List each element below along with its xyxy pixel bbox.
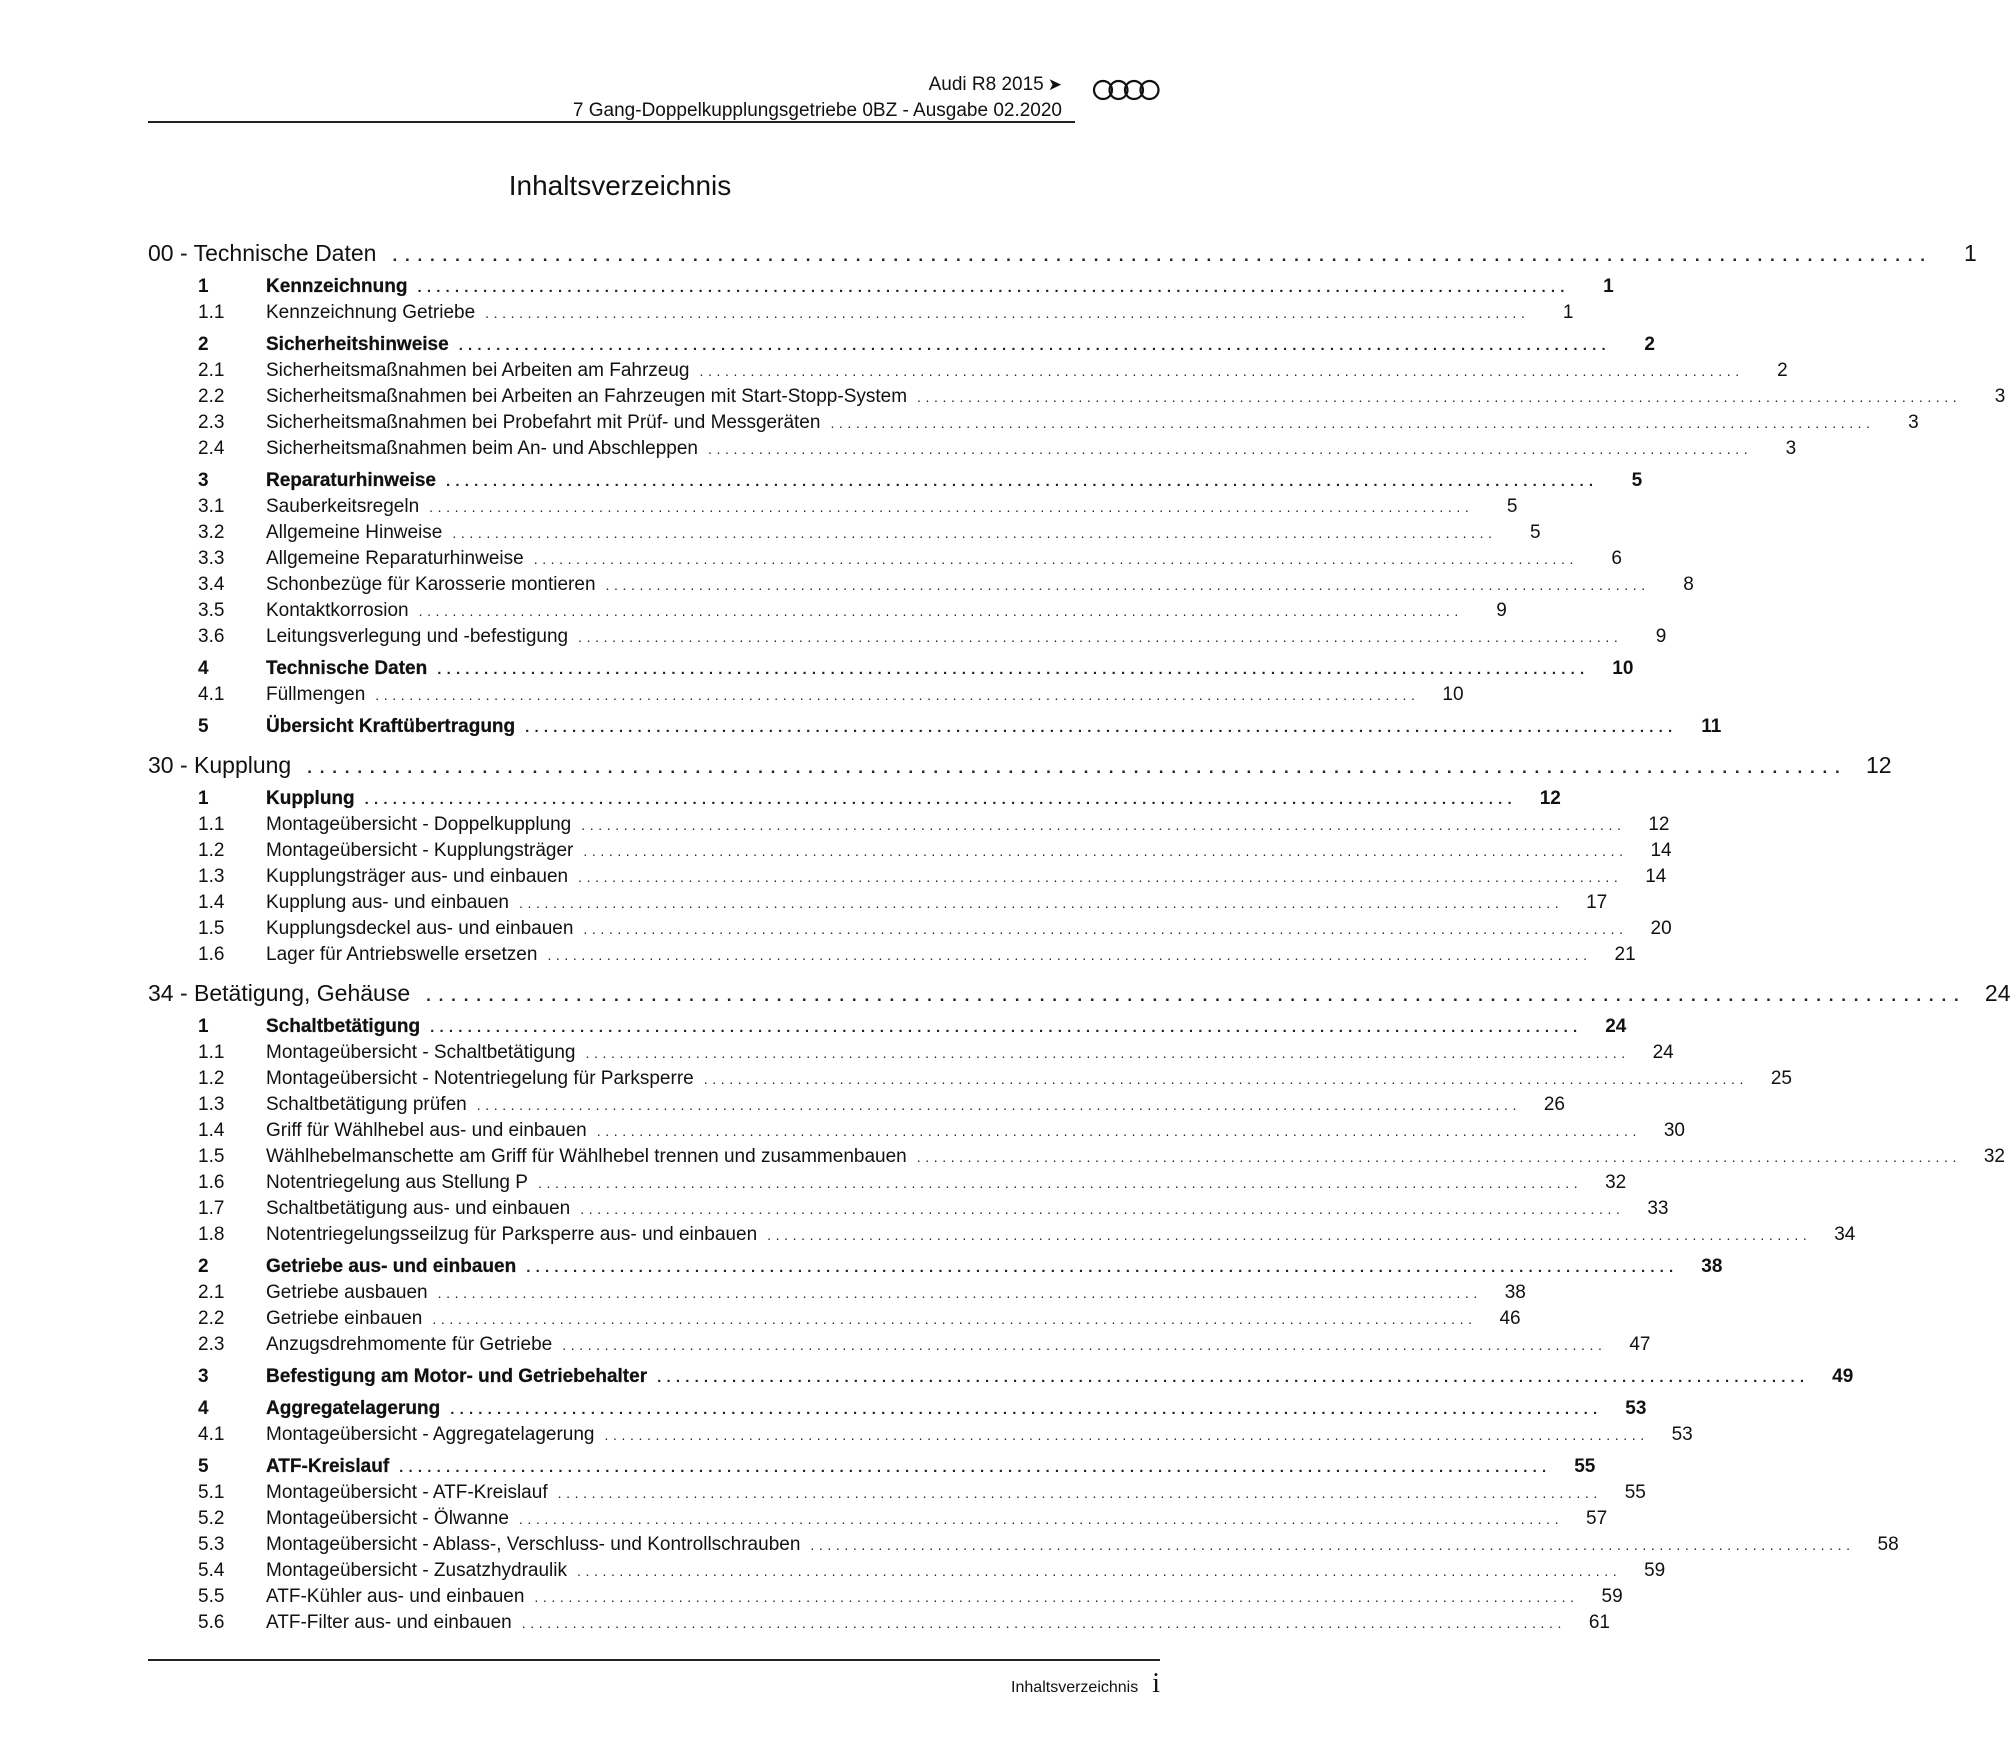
toc-subsection-row[interactable] [148, 866, 1667, 892]
dot-leader: ........................................................................................................................... [392, 246, 1933, 265]
dot-leader: ........................................................................................................................... [485, 305, 1530, 321]
dot-leader: ........................................................................................................................... [307, 758, 1848, 777]
toc-chapter-row[interactable] [148, 980, 2011, 1016]
subsection-number: 1.1 [198, 814, 225, 835]
section-page-number: 12 [1517, 788, 1561, 810]
subsection-title: Schaltbetätigung aus- und einbauen [266, 1198, 580, 1220]
toc-subsection-row[interactable] [148, 918, 1672, 944]
subsection-page-number: 14 [1622, 866, 1666, 888]
subsection-page-number: 46 [1477, 1308, 1521, 1330]
subsection-title: ATF-Kühler aus- und einbauen [266, 1586, 534, 1608]
subsection-page-number: 25 [1748, 1068, 1792, 1090]
toc-subsection-row[interactable] [148, 522, 1541, 548]
subsection-page-number: 14 [1628, 840, 1672, 862]
subsection-number: 4.1 [198, 684, 225, 705]
subsection-title: Wählhebelmanschette am Griff für Wählhebel trennen und zusammenbauen [266, 1146, 917, 1168]
subsection-number: 5.6 [198, 1612, 225, 1633]
subsection-page-number: 32 [1582, 1172, 1626, 1194]
section-title: Aggregatelagerung [266, 1398, 450, 1420]
section-title: Befestigung am Motor- und Getriebehalter [266, 1366, 657, 1388]
subsection-page-number: 1 [1529, 302, 1573, 324]
subsection-title: Getriebe ausbauen [266, 1282, 438, 1304]
toc-subsection-row[interactable] [148, 386, 2006, 412]
subsection-page-number: 47 [1606, 1334, 1650, 1356]
subsection-title: Sicherheitsmaßnahmen beim An- und Abschleppen [266, 438, 708, 460]
toc-subsection-row[interactable] [148, 302, 1574, 328]
header-model: Audi R8 2015 [928, 74, 1044, 95]
subsection-number: 5.4 [198, 1560, 225, 1581]
subsection-number: 1.3 [198, 866, 225, 887]
subsection-title: Allgemeine Hinweise [266, 522, 452, 544]
toc-section-row[interactable] [148, 276, 1614, 302]
toc-subsection-row[interactable] [148, 814, 1670, 840]
subsection-number: 5.2 [198, 1508, 225, 1529]
subsection-number: 3.3 [198, 548, 225, 569]
footer-divider [148, 1659, 1160, 1661]
dot-leader: ........................................................................................................................... [707, 441, 1753, 457]
toc-subsection-row[interactable] [148, 600, 1507, 626]
dot-leader: ........................................................................................................................... [533, 551, 1578, 567]
subsection-number: 1.1 [198, 1042, 225, 1063]
toc-section-row[interactable] [148, 1366, 1854, 1392]
toc-subsection-row[interactable] [148, 626, 1667, 652]
chapter-title: 30 - Kupplung [148, 752, 292, 778]
table-of-contents [148, 240, 2011, 1638]
subsection-number: 1.5 [198, 1146, 225, 1167]
section-number: 2 [198, 1256, 209, 1277]
subsection-title: Kupplungsträger aus- und einbauen [266, 866, 578, 888]
subsection-title: Griff für Wählhebel aus- und einbauen [266, 1120, 597, 1142]
subsection-title: Schonbezüge für Karosserie montieren [266, 574, 606, 596]
toc-section-row[interactable] [148, 470, 1643, 496]
toc-subsection-row[interactable] [148, 1120, 1685, 1146]
subsection-page-number: 9 [1622, 626, 1666, 648]
section-page-number: 2 [1611, 334, 1655, 356]
dot-leader: ........................................................................................................................... [537, 1175, 1583, 1191]
toc-section-row[interactable] [148, 1016, 1627, 1042]
subsection-title: Sauberkeitsregeln [266, 496, 429, 518]
subsection-page-number: 5 [1497, 522, 1541, 544]
subsection-number: 3.1 [198, 496, 225, 517]
subsection-page-number: 21 [1592, 944, 1636, 966]
footer-page-number: i [1152, 1668, 1160, 1699]
subsection-title: Anzugsdrehmomente für Getriebe [266, 1334, 562, 1356]
section-page-number: 11 [1677, 716, 1721, 738]
subsection-title: Sicherheitsmaßnahmen bei Probefahrt mit Prüf- und Messgeräten [266, 412, 830, 434]
subsection-title: Montageübersicht - Ölwanne [266, 1508, 519, 1530]
subsection-number: 1.2 [198, 1068, 225, 1089]
toc-subsection-row[interactable] [148, 548, 1622, 574]
subsection-number: 3.4 [198, 574, 225, 595]
dot-leader: ........................................................................................................................... [605, 577, 1650, 593]
toc-chapter-row[interactable] [148, 240, 1977, 276]
section-title: ATF-Kreislauf [266, 1456, 399, 1478]
footer-label: Inhaltsverzeichnis [1011, 1679, 1139, 1696]
toc-subsection-row[interactable] [148, 1508, 1608, 1534]
toc-subsection-row[interactable] [148, 944, 1636, 970]
subsection-page-number: 3 [1961, 386, 2005, 408]
subsection-number: 2.1 [198, 1282, 225, 1303]
dot-leader: ........................................................................................................................... [375, 687, 1420, 703]
dot-leader: ........................................................................................................................... [657, 1369, 1810, 1386]
section-title: Übersicht Kraftübertragung [266, 716, 525, 738]
subsection-title: Kupplung aus- und einbauen [266, 892, 519, 914]
dot-leader: ........................................................................................................................... [399, 1459, 1552, 1476]
section-number: 4 [198, 1398, 209, 1419]
subsection-title: Lager für Antriebswelle ersetzen [266, 944, 547, 966]
dot-leader: ........................................................................................................................... [578, 629, 1623, 645]
subsection-number: 1.4 [198, 892, 225, 913]
toc-subsection-row[interactable] [148, 1042, 1674, 1068]
toc-subsection-row[interactable] [148, 1612, 1610, 1638]
toc-subsection-row[interactable] [148, 574, 1694, 600]
subsection-title: Montageübersicht - ATF-Kreislauf [266, 1482, 558, 1504]
dot-leader: ........................................................................................................................... [580, 1201, 1625, 1217]
toc-section-row[interactable] [148, 658, 1634, 684]
subsection-number: 2.3 [198, 1334, 225, 1355]
subsection-number: 2.1 [198, 360, 225, 381]
subsection-number: 1.7 [198, 1198, 225, 1219]
section-title: Getriebe aus- und einbauen [266, 1256, 526, 1278]
dot-leader: ........................................................................................................................... [446, 473, 1599, 490]
section-title: Technische Daten [266, 658, 437, 680]
dot-leader: ........................................................................................................................... [917, 389, 1962, 405]
toc-section-row[interactable] [148, 788, 1561, 814]
dot-leader: ........................................................................................................................... [518, 1511, 1564, 1527]
dot-leader: ........................................................................................................................... [525, 719, 1678, 736]
dot-leader: ........................................................................................................................... [476, 1097, 1521, 1113]
subsection-page-number: 55 [1602, 1482, 1646, 1504]
subsection-number: 4.1 [198, 1424, 225, 1445]
subsection-number: 2.2 [198, 386, 225, 407]
subsection-page-number: 3 [1875, 412, 1919, 434]
dot-leader: ........................................................................................................................... [557, 1485, 1602, 1501]
subsection-page-number: 20 [1628, 918, 1672, 940]
subsection-title: Sicherheitsmaßnahmen bei Arbeiten an Fahrzeugen mit Start-Stopp-System [266, 386, 917, 408]
subsection-title: Allgemeine Reparaturhinweise [266, 548, 534, 570]
section-title: Schaltbetätigung [266, 1016, 430, 1038]
subsection-page-number: 38 [1482, 1282, 1526, 1304]
subsection-number: 5.3 [198, 1534, 225, 1555]
subsection-page-number: 30 [1641, 1120, 1685, 1142]
subsection-page-number: 10 [1420, 684, 1464, 706]
toc-section-row[interactable] [148, 1256, 1723, 1282]
arrow-icon: ➤ [1047, 75, 1062, 94]
toc-subsection-row[interactable] [148, 1308, 1521, 1334]
toc-subsection-row[interactable] [148, 1424, 1693, 1450]
toc-subsection-row[interactable] [148, 1586, 1623, 1612]
toc-subsection-row[interactable] [148, 1334, 1651, 1360]
toc-subsection-row[interactable] [148, 684, 1464, 710]
section-page-number: 53 [1602, 1398, 1646, 1420]
toc-subsection-row[interactable] [148, 1146, 2005, 1172]
section-number: 4 [198, 658, 209, 679]
toc-section-row[interactable] [148, 1456, 1596, 1482]
subsection-title: Montageübersicht - Notentriegelung für Parksperre [266, 1068, 704, 1090]
dot-leader: ........................................................................................................................... [581, 817, 1626, 833]
chapter-page-number: 12 [1848, 752, 1892, 779]
toc-chapter-row[interactable] [148, 752, 1892, 788]
dot-leader: ........................................................................................................................... [810, 1537, 1855, 1553]
chapter-title: 00 - Technische Daten [148, 240, 377, 266]
toc-chapter [148, 980, 2011, 1638]
dot-leader: ........................................................................................................................... [585, 1045, 1630, 1061]
audi-rings-logo [1092, 78, 1160, 102]
subsection-page-number: 3 [1752, 438, 1796, 460]
dot-leader: ........................................................................................................................... [562, 1337, 1607, 1353]
subsection-page-number: 53 [1649, 1424, 1693, 1446]
section-page-number: 38 [1678, 1256, 1722, 1278]
subsection-page-number: 2 [1744, 360, 1788, 382]
dot-leader: ........................................................................................................................... [578, 869, 1623, 885]
dot-leader: ........................................................................................................................... [417, 279, 1570, 296]
dot-leader: ........................................................................................................................... [583, 843, 1628, 859]
toc-chapter [148, 240, 2006, 742]
section-page-number: 49 [1809, 1366, 1853, 1388]
section-title: Sicherheitshinweise [266, 334, 459, 356]
subsection-page-number: 9 [1463, 600, 1507, 622]
section-page-number: 55 [1551, 1456, 1595, 1478]
toc-subsection-row[interactable] [148, 1068, 1792, 1094]
chapter-spacer [148, 742, 1160, 752]
subsection-page-number: 59 [1579, 1586, 1623, 1608]
subsection-number: 3.5 [198, 600, 225, 621]
header-model-line [929, 74, 1062, 96]
subsection-title: Schaltbetätigung prüfen [266, 1094, 477, 1116]
dot-leader: ........................................................................................................................... [430, 1019, 1583, 1036]
subsection-title: Montageübersicht - Aggregatelagerung [266, 1424, 605, 1446]
toc-section-row[interactable] [148, 716, 1722, 742]
toc-subsection-row[interactable] [148, 1094, 1565, 1120]
subsection-number: 5.5 [198, 1586, 225, 1607]
header-subtitle: 7 Gang-Doppelkupplungsgetriebe 0BZ - Ausgabe 02.2020 [572, 100, 1062, 121]
section-title: Kennzeichnung [266, 276, 417, 298]
dot-leader: ........................................................................................................................... [526, 1259, 1679, 1276]
dot-leader: ........................................................................................................................... [583, 921, 1628, 937]
section-title: Kupplung [266, 788, 365, 810]
page-title: Inhaltsverzeichnis [508, 170, 732, 201]
chapter-page-number: 1 [1933, 240, 1977, 267]
dot-leader: ........................................................................................................................... [830, 415, 1875, 431]
section-number: 1 [198, 276, 209, 297]
subsection-title: Montageübersicht - Doppelkupplung [266, 814, 581, 836]
subsection-title: Montageübersicht - Schaltbetätigung [266, 1042, 585, 1064]
section-page-number: 1 [1570, 276, 1614, 298]
subsection-title: Montageübersicht - Ablass-, Verschluss- und Kontrollschrauben [266, 1534, 810, 1556]
section-page-number: 5 [1598, 470, 1642, 492]
toc-subsection-row[interactable] [148, 1534, 1899, 1560]
subsection-number: 1.5 [198, 918, 225, 939]
toc-subsection-row[interactable] [148, 840, 1672, 866]
toc-section-row[interactable] [148, 1398, 1647, 1424]
subsection-number: 1.1 [198, 302, 225, 323]
section-number: 2 [198, 334, 209, 355]
dot-leader: ........................................................................................................................... [576, 1563, 1622, 1579]
subsection-title: Montageübersicht - Zusatzhydraulik [266, 1560, 577, 1582]
toc-subsection-row[interactable] [148, 1282, 1526, 1308]
subsection-number: 1.2 [198, 840, 225, 861]
dot-leader: ........................................................................................................................... [699, 363, 1744, 379]
subsection-title: Kontaktkorrosion [266, 600, 419, 622]
subsection-page-number: 57 [1563, 1508, 1607, 1530]
subsection-title: Leitungsverlegung und -befestigung [266, 626, 578, 648]
subsection-page-number: 8 [1650, 574, 1694, 596]
dot-leader: ........................................................................................................................... [547, 947, 1592, 963]
dot-leader: ........................................................................................................................... [426, 986, 1967, 1005]
section-number: 3 [198, 1366, 209, 1387]
toc-subsection-row[interactable] [148, 438, 1797, 464]
dot-leader: ........................................................................................................................... [437, 661, 1590, 678]
section-number: 5 [198, 716, 209, 737]
subsection-number: 1.6 [198, 1172, 225, 1193]
page-header [148, 68, 1160, 124]
subsection-number: 2.3 [198, 412, 225, 433]
dot-leader: ........................................................................................................................... [534, 1589, 1579, 1605]
dot-leader: ........................................................................................................................... [418, 603, 1463, 619]
subsection-number: 3.6 [198, 626, 225, 647]
dot-leader: ........................................................................................................................... [364, 791, 1517, 808]
dot-leader: ........................................................................................................................... [521, 1615, 1566, 1631]
subsection-page-number: 5 [1473, 496, 1517, 518]
subsection-number: 1.8 [198, 1224, 225, 1245]
toc-subsection-row[interactable] [148, 496, 1518, 522]
dot-leader: ........................................................................................................................... [596, 1123, 1641, 1139]
dot-leader: ........................................................................................................................... [432, 1311, 1477, 1327]
chapter-page-number: 24 [1967, 980, 2011, 1007]
dot-leader: ........................................................................................................................... [429, 499, 1474, 515]
subsection-title: Getriebe einbauen [266, 1308, 432, 1330]
subsection-title: Notentriegelungsseilzug für Parksperre aus- und einbauen [266, 1224, 767, 1246]
dot-leader: ........................................................................................................................... [450, 1401, 1603, 1418]
chapter-spacer [148, 970, 1160, 980]
subsection-number: 2.4 [198, 438, 225, 459]
dot-leader: ........................................................................................................................... [916, 1149, 1961, 1165]
toc-subsection-row[interactable] [148, 412, 1919, 438]
subsection-page-number: 17 [1563, 892, 1607, 914]
dot-leader: ........................................................................................................................... [452, 525, 1497, 541]
subsection-page-number: 32 [1961, 1146, 2005, 1168]
toc-section-row[interactable] [148, 334, 1655, 360]
section-number: 3 [198, 470, 209, 491]
toc-subsection-row[interactable] [148, 1198, 1669, 1224]
subsection-title: Notentriegelung aus Stellung P [266, 1172, 538, 1194]
subsection-title: Füllmengen [266, 684, 375, 706]
dot-leader: ........................................................................................................................... [518, 895, 1564, 911]
subsection-title: Sicherheitsmaßnahmen bei Arbeiten am Fahrzeug [266, 360, 700, 382]
subsection-page-number: 61 [1566, 1612, 1610, 1634]
section-number: 1 [198, 788, 209, 809]
subsection-title: Kupplungsdeckel aus- und einbauen [266, 918, 583, 940]
section-title: Reparaturhinweise [266, 470, 446, 492]
subsection-page-number: 59 [1621, 1560, 1665, 1582]
toc-subsection-row[interactable] [148, 1172, 1627, 1198]
dot-leader: ........................................................................................................................... [437, 1285, 1482, 1301]
dot-leader: ........................................................................................................................... [604, 1427, 1649, 1443]
section-number: 1 [198, 1016, 209, 1037]
subsection-number: 1.6 [198, 944, 225, 965]
subsection-page-number: 24 [1630, 1042, 1674, 1064]
chapter-title: 34 - Betätigung, Gehäuse [148, 980, 411, 1006]
dot-leader: ........................................................................................................................... [767, 1227, 1812, 1243]
toc-subsection-row[interactable] [148, 1560, 1666, 1586]
dot-leader: ........................................................................................................................... [703, 1071, 1748, 1087]
subsection-title: Kennzeichnung Getriebe [266, 302, 485, 324]
subsection-number: 1.4 [198, 1120, 225, 1141]
subsection-number: 1.3 [198, 1094, 225, 1115]
section-page-number: 10 [1589, 658, 1633, 680]
subsection-page-number: 34 [1811, 1224, 1855, 1246]
page-footer [1011, 1668, 1160, 1700]
subsection-page-number: 58 [1855, 1534, 1899, 1556]
subsection-number: 5.1 [198, 1482, 225, 1503]
subsection-page-number: 12 [1626, 814, 1670, 836]
subsection-page-number: 26 [1521, 1094, 1565, 1116]
subsection-title: Montageübersicht - Kupplungsträger [266, 840, 583, 862]
subsection-page-number: 6 [1578, 548, 1622, 570]
section-number: 5 [198, 1456, 209, 1477]
subsection-number: 3.2 [198, 522, 225, 543]
section-page-number: 24 [1582, 1016, 1626, 1038]
subsection-page-number: 33 [1624, 1198, 1668, 1220]
header-divider [148, 121, 1075, 123]
toc-subsection-row[interactable] [148, 1482, 1646, 1508]
toc-chapter [148, 752, 1892, 970]
subsection-number: 2.2 [198, 1308, 225, 1329]
toc-subsection-row[interactable] [148, 892, 1608, 918]
subsection-title: ATF-Filter aus- und einbauen [266, 1612, 522, 1634]
toc-subsection-row[interactable] [148, 1224, 1856, 1250]
dot-leader: ........................................................................................................................... [458, 337, 1611, 354]
toc-subsection-row[interactable] [148, 360, 1788, 386]
